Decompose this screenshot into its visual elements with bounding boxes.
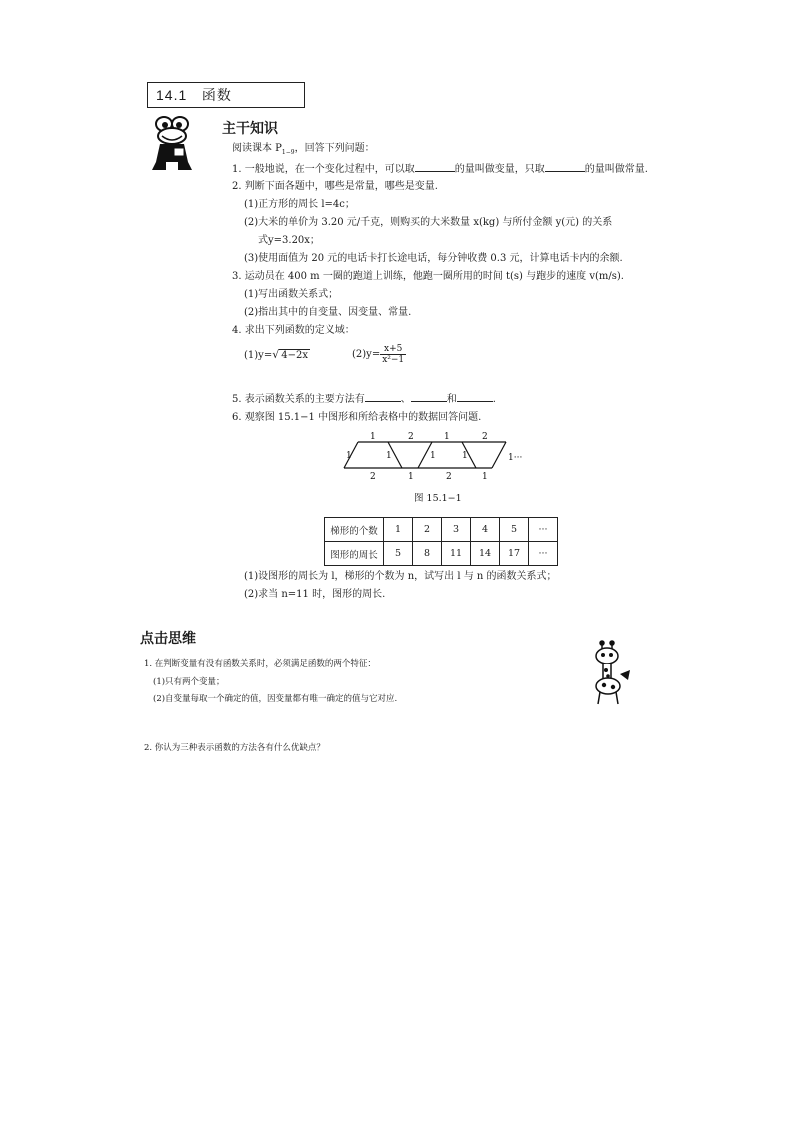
- fig-side-label-4: 1: [462, 451, 468, 461]
- table-cell: ···: [529, 518, 558, 542]
- fig-tail-label: 1···: [508, 453, 523, 463]
- q4-p2-numerator: x+5: [380, 344, 406, 355]
- table-cell: ···: [529, 542, 558, 566]
- q6-stem: 6. 观察图 15.1−1 中图形和所给表格中的数据回答问题.: [232, 412, 482, 423]
- table-cell: 2: [413, 518, 442, 542]
- question-5: [232, 392, 496, 407]
- intro-line: [232, 142, 375, 160]
- q4-part-1: (1)y=√ 4−2x: [244, 348, 308, 361]
- fig-top-label-1: 1: [370, 432, 376, 442]
- thinking-item-1a: (1)只有两个变量；: [153, 677, 225, 687]
- q2-part-3: (3)使用面值为 20 元的电话卡打长途电话，每分钟收费 0.3 元，计算电话卡内的余额.: [244, 253, 623, 264]
- table-row: [325, 542, 558, 566]
- q1-blank-2[interactable]: [545, 162, 585, 172]
- q4-stem: 4. 求出下列函数的定义域：: [232, 325, 355, 336]
- q4-p1-label: (1)y=: [244, 350, 273, 361]
- data-table: [324, 517, 558, 566]
- fig-side-label-1: 1: [346, 451, 352, 461]
- table-cell: 8: [413, 542, 442, 566]
- fig-top-label-2: 2: [408, 432, 414, 442]
- fig-bottom-label-3: 2: [446, 472, 452, 482]
- q3-part-1: (1)写出函数关系式；: [244, 289, 339, 300]
- q5-end: .: [492, 394, 496, 405]
- q2-part-2a: (2)大米的单价为 3.20 元/千克，则购买的大米数量 x(kg) 与所付金额 y(元) 的关系: [244, 217, 613, 228]
- q3-stem: 3. 运动员在 400 m 一圈的跑道上训练，他跑一圈所用的时间 t(s) 与跑步的速度 v(m/s).: [232, 271, 624, 282]
- table-cell: 1: [384, 518, 413, 542]
- q2-part-2b: 式y=3.20x；: [258, 235, 320, 246]
- table-row-header: 图形的周长: [325, 542, 384, 566]
- table-cell: 3: [442, 518, 471, 542]
- thinking-item-2: 2. 你认为三种表示函数的方法各有什么优缺点？: [144, 743, 325, 753]
- question-1: [232, 162, 648, 177]
- q5-sep-2: 和: [446, 394, 457, 405]
- section-title-box: [147, 82, 305, 108]
- figure-caption: 图 15.1−1: [414, 493, 462, 504]
- table-cell: 5: [500, 518, 529, 542]
- intro-page-range: 1−9: [281, 149, 295, 156]
- fig-top-label-4: 2: [482, 432, 488, 442]
- intro-tail: ，回答下列问题：: [294, 143, 375, 154]
- q1-part-a: 1. 一般地说，在一个变化过程中，可以取: [232, 164, 415, 175]
- q4-p2-label: (2)y=: [352, 349, 381, 360]
- section-number: 14.1: [156, 87, 188, 103]
- q4-p2-denominator: x²−1: [382, 355, 405, 365]
- q6-part-2: (2)求当 n=11 时，图形的周长.: [244, 589, 386, 600]
- giraffe-mascot-illustration: [588, 640, 634, 706]
- q6-part-1: (1)设图形的周长为 l，梯形的个数为 n，试写出 l 与 n 的函数关系式；: [244, 571, 557, 582]
- q3-part-2: (2)指出其中的自变量、因变量、常量.: [244, 307, 412, 318]
- q2-part-1: (1)正方形的周长 l=4c；: [244, 199, 355, 210]
- fig-top-label-3: 1: [444, 432, 450, 442]
- trapezoid-figure: [340, 428, 540, 484]
- fig-side-label-3: 1: [430, 451, 436, 461]
- fig-side-label-2: 1: [386, 451, 392, 461]
- fig-bottom-label-1: 2: [370, 472, 376, 482]
- thinking-item-1: 1. 在判断变量有没有函数关系时，必须满足函数的两个特征：: [144, 659, 376, 669]
- q5-part-a: 5. 表示函数关系的主要方法有: [232, 394, 365, 405]
- thinking-item-1b: (2)自变量每取一个确定的值，因变量都有唯一确定的值与它对应.: [153, 694, 398, 704]
- q1-part-c: 的量叫做常量.: [584, 164, 648, 175]
- table-row: [325, 518, 558, 542]
- thinking-heading: 点击思维: [140, 631, 196, 647]
- table-cell: 14: [471, 542, 500, 566]
- main-heading: 主干知识: [222, 121, 278, 137]
- table-cell: 5: [384, 542, 413, 566]
- q5-sep-1: 、: [400, 394, 411, 405]
- fig-bottom-label-2: 1: [408, 472, 414, 482]
- q1-part-b: 的量叫做变量，只取: [454, 164, 545, 175]
- q5-blank-1[interactable]: [365, 392, 401, 402]
- q4-part-2: [352, 344, 406, 365]
- intro-text: 阅读课本 P: [232, 143, 282, 154]
- table-row-header: 梯形的个数: [325, 518, 384, 542]
- fig-bottom-label-4: 1: [482, 472, 488, 482]
- section-title: 函数: [201, 87, 232, 103]
- q4-p2-fraction: [380, 344, 406, 365]
- q4-p1-radicand: 4−2x: [281, 350, 308, 361]
- q5-blank-3[interactable]: [457, 392, 493, 402]
- frog-mascot-illustration: [150, 114, 196, 172]
- q2-stem: 2. 判断下面各题中，哪些是常量，哪些是变量.: [232, 181, 438, 192]
- table-cell: 11: [442, 542, 471, 566]
- table-cell: 4: [471, 518, 500, 542]
- q5-blank-2[interactable]: [411, 392, 447, 402]
- q1-blank-1[interactable]: [415, 162, 455, 172]
- table-cell: 17: [500, 542, 529, 566]
